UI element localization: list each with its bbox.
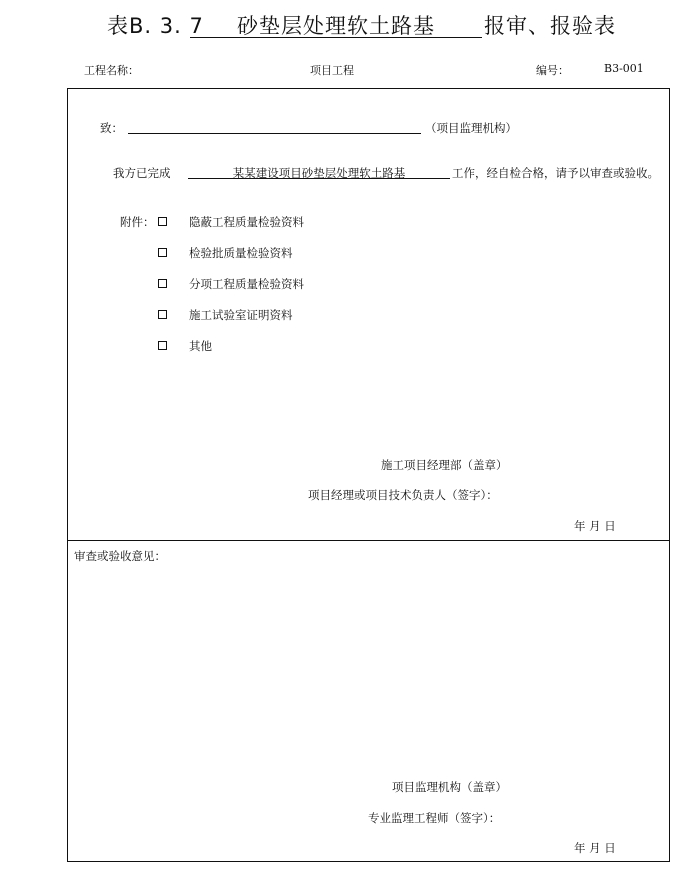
attachment-item: 分项工程质量检验资料 [189, 277, 304, 291]
date-label: 年 月 日 [574, 519, 616, 533]
attachment-item: 隐蔽工程质量检验资料 [189, 215, 304, 229]
attachment-item: 检验批质量检验资料 [189, 246, 293, 260]
completed-work-underline [188, 178, 450, 179]
title-underline [190, 37, 482, 38]
date-label: 年 月 日 [574, 841, 616, 855]
to-suffix: （项目监理机构） [425, 121, 517, 135]
section-divider [67, 540, 670, 541]
project-name-label: 工程名称： [84, 64, 139, 77]
form-subject-title: 砂垫层处理软土路基 [237, 14, 435, 38]
project-manager-sign-label: 项目经理或项目技术负责人（签字）： [308, 488, 498, 502]
form-type-title: 报审、报验表 [484, 14, 616, 38]
attachment-item: 施工试验室证明资料 [189, 308, 293, 322]
project-name-value: 项目工程 [310, 64, 354, 77]
complete-prefix: 我方已完成 [113, 166, 171, 180]
construction-dept-stamp-label: 施工项目经理部（盖章） [381, 458, 508, 472]
form-number-value: B3-001 [604, 62, 644, 75]
review-opinion-label: 审查或验收意见： [74, 549, 166, 563]
attachment-item: 其他 [189, 339, 212, 353]
form-number-label: 编号： [536, 64, 569, 77]
checkbox-hidden-works[interactable] [158, 217, 167, 226]
complete-suffix: 工作，经自检合格，请予以审查或验收。 [452, 166, 659, 180]
completed-work-item: 某某建设项目砂垫层处理软土路基 [232, 166, 406, 180]
to-label: 致： [100, 121, 123, 135]
checkbox-other[interactable] [158, 341, 167, 350]
checkbox-sub-item[interactable] [158, 279, 167, 288]
supervision-engineer-sign-label: 专业监理工程师（签字）： [368, 811, 501, 825]
form-number-title: 表B. 3. 7 [107, 14, 204, 38]
attachments-label: 附件： [120, 215, 155, 229]
form-frame [67, 88, 670, 862]
to-underline[interactable] [128, 133, 421, 134]
checkbox-lab-proof[interactable] [158, 310, 167, 319]
checkbox-inspection-lot[interactable] [158, 248, 167, 257]
supervision-org-stamp-label: 项目监理机构（盖章） [392, 780, 507, 794]
